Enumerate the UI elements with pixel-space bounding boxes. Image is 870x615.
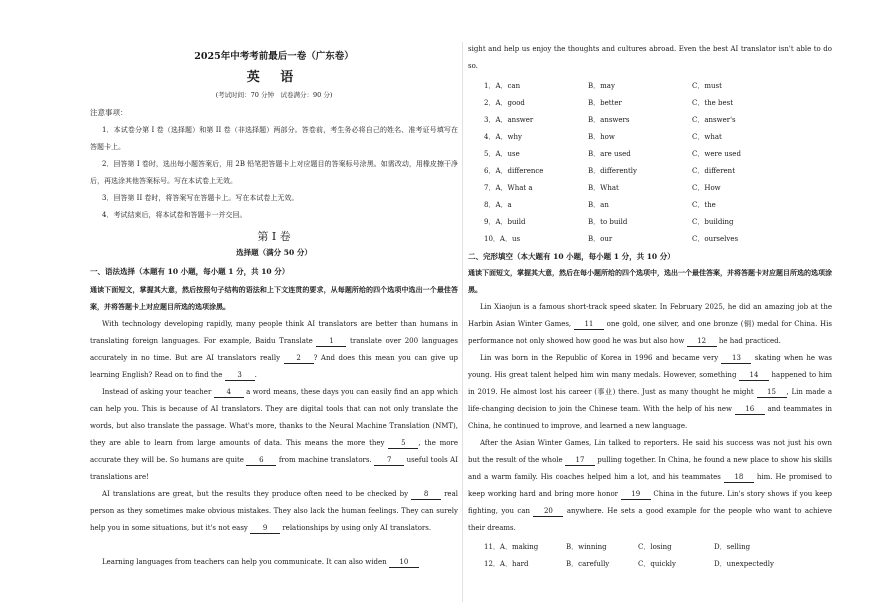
option-row-9[interactable]	[478, 217, 818, 229]
option-4a[interactable]: 4．A．why	[484, 133, 522, 141]
option-row-2[interactable]	[478, 98, 818, 110]
passage2-paragraph-1: Lin Xiaojun is a famous short-track speed skater. In February 2025, he did an amazing job at the Harbin Asian Winter Games, 11 one gold, one silver, and one bronze (铜) medal for China. His performance not only showed how good he was but also how 12 he had practiced.	[468, 303, 832, 345]
option-row-11[interactable]	[478, 542, 818, 554]
option-10b[interactable]: B．our	[588, 235, 613, 243]
option-row-3[interactable]	[478, 115, 818, 127]
option-1c[interactable]: C．must	[692, 82, 722, 90]
option-6a[interactable]: 6．A．difference	[484, 167, 544, 175]
part-title: 第 I 卷	[257, 230, 291, 243]
option-3b[interactable]: B．answers	[588, 116, 630, 124]
option-7c[interactable]: C．How	[692, 184, 721, 192]
exam-subject: 英 语	[246, 70, 302, 85]
option-row-10[interactable]	[478, 234, 818, 246]
option-8c[interactable]: C．the	[692, 201, 716, 209]
option-row-7[interactable]	[478, 183, 818, 195]
option-5b[interactable]: B．are used	[588, 150, 631, 158]
option-11a[interactable]: 11．A．making	[484, 543, 539, 551]
passage1-paragraph-2: Instead of asking your teacher 4 a word means, these days you can easily find an app which can help you. This is because of AI translators. They are digital tools that can not only translate the words, but also translate the passage. What's more, thanks to the Neural Machine Translation (NMT), they are able to learn from large amounts of data. This means the more they 5 , the more accurate they will be. So humans are quite 6 from machine translators. 7 useful tools AI translations are!	[90, 388, 458, 481]
option-1b[interactable]: B．may	[588, 82, 615, 90]
blank-9[interactable]: 9	[250, 523, 280, 534]
option-2c[interactable]: C．the best	[692, 99, 734, 107]
option-7b[interactable]: B．What	[588, 184, 619, 192]
blank-11[interactable]: 11	[574, 319, 604, 330]
left-column	[90, 0, 458, 615]
option-row-1[interactable]	[478, 81, 818, 93]
blank-13[interactable]: 13	[721, 353, 751, 364]
option-10c[interactable]: C．ourselves	[692, 235, 739, 243]
blank-10[interactable]: 10	[389, 557, 419, 568]
option-3a[interactable]: 3．A．answer	[484, 116, 534, 124]
blank-1[interactable]: 1	[316, 336, 346, 347]
passage2-paragraph-2: Lin was born in the Republic of Korea in 1996 and became very 13 skating when he was young. His great talent helped him win many medals. However, something 14 happened to him in 2019. He almost lost his career (事业) there. Just as many thought he might 15 , Lin made a life-changing decision to join the Chinese team. With the help of his new 16 and teammates in China, he continued to improve, and learned a new language.	[468, 354, 832, 430]
option-5a[interactable]: 5．A．use	[484, 150, 520, 158]
option-12d[interactable]: D．unexpectedly	[714, 560, 774, 568]
option-11d[interactable]: D．selling	[714, 543, 751, 551]
notice-item-2: 2．回答第 I 卷时，选出每小题答案后，用 2B 铅笔把答题卡上对应题目的答案标号涂黑。如需改动，用橡皮擦干净后，再选涂其他答案标号。写在本试卷上无效。	[90, 160, 458, 185]
column-divider	[462, 42, 463, 602]
option-11c[interactable]: C．losing	[638, 543, 672, 551]
option-2b[interactable]: B．better	[588, 99, 622, 107]
option-12a[interactable]: 12．A．hard	[484, 560, 529, 568]
option-row-6[interactable]	[478, 166, 818, 178]
passage1-paragraph-4-start: Learning languages from teachers can help you communicate. It can also widen 10	[90, 554, 458, 571]
option-1a[interactable]: 1．A．can	[484, 82, 521, 90]
option-10a[interactable]: 10．A．us	[484, 235, 521, 243]
blank-8[interactable]: 8	[411, 489, 441, 500]
passage1-paragraph-3: AI translations are great, but the results they produce often need to be checked by 8 real person as they sometimes make obvious mistakes. They also lack the human feelings. They can surely help you in some situations, but it's not easy 9 relationships by using only AI translators.	[90, 490, 458, 532]
blank-16[interactable]: 16	[735, 404, 765, 415]
option-row-12[interactable]	[478, 559, 818, 571]
blank-6[interactable]: 6	[246, 455, 276, 466]
blank-3[interactable]: 3	[225, 370, 255, 381]
part-subtitle: 选择题（满分 50 分）	[236, 248, 312, 257]
section1-title: 一、语法选择（本题有 10 小题，每小题 1 分，共 10 分）	[90, 267, 290, 276]
blank-4[interactable]: 4	[214, 387, 244, 398]
option-9b[interactable]: B．to build	[588, 218, 628, 226]
option-11b[interactable]: B．winning	[566, 543, 607, 551]
option-7a[interactable]: 7．A．What a	[484, 184, 533, 192]
section1-instruction: 通读下面短文，掌握其大意，然后按照句子结构的语法和上下文连贯的要求，从每题所给的四个选项中选出一个最佳答案，并将答题卡上对应题目所选的选项涂黑。	[90, 285, 458, 311]
blank-7[interactable]: 7	[374, 455, 404, 466]
blank-5[interactable]: 5	[388, 438, 418, 449]
section2-instruction: 通读下面短文，掌握其大意，然后在每小题所给的四个选项中，选出一个最佳答案，并将答题卡对应题目所选的选项涂黑。	[468, 268, 832, 294]
option-6b[interactable]: B．differently	[588, 167, 637, 175]
option-8a[interactable]: 8．A．a	[484, 201, 512, 209]
blank-20[interactable]: 20	[533, 506, 563, 517]
blank-19[interactable]: 19	[621, 489, 651, 500]
notice-item-1: 1．本试卷分第 I 卷（选择题）和第 II 卷（非选择题）两部分。答卷前，考生务必将自己的姓名、准考证号填写在答题卡上。	[90, 126, 458, 151]
blank-12[interactable]: 12	[687, 336, 717, 347]
option-2a[interactable]: 2．A．good	[484, 99, 525, 107]
notice-item-4: 4．考试结束后，将本试卷和答题卡一并交回。	[102, 211, 247, 219]
exam-info: (考试时间：70 分钟 试卷满分：90 分)	[215, 91, 333, 99]
exam-title: 2025年中考考前最后一卷（广东卷）	[194, 51, 354, 62]
right-column	[468, 0, 832, 615]
option-4c[interactable]: C．what	[692, 133, 722, 141]
passage2-paragraph-3: After the Asian Winter Games, Lin talked to reporters. He said his success was not just his own but the result of the whole 17 pulling together. In China, he found a new place to show his skills and a warm family. His coaches helped him a lot, and his teammates 18 him. He promised to keep working hard and bring more honor 19 China in the future. Lin's story shows if you keep fighting, you can 20 anywhere. He sets a good example for the people who want to achieve their dreams.	[468, 439, 832, 532]
blank-18[interactable]: 18	[724, 472, 754, 483]
option-12c[interactable]: C．quickly	[638, 560, 676, 568]
blank-17[interactable]: 17	[565, 455, 595, 466]
blank-15[interactable]: 15	[757, 387, 787, 398]
option-12b[interactable]: B．carefully	[566, 560, 610, 568]
blank-2[interactable]: 2	[284, 353, 314, 364]
option-5c[interactable]: C．were used	[692, 150, 741, 158]
option-3c[interactable]: C．answer's	[692, 116, 736, 124]
option-row-4[interactable]	[478, 132, 818, 144]
option-9a[interactable]: 9．A．build	[484, 218, 526, 226]
passage1-paragraph-1: With technology developing rapidly, many people think AI translators are better than humans in translating foreign languages. For example, Baidu Translate 1 translate over 200 languages accurately in no time. But are AI translators really 2 ? And does this mean you can give up learning English? Read on to find the 3 .	[90, 320, 458, 379]
option-row-5[interactable]	[478, 149, 818, 161]
notice-item-3: 3．回答第 II 卷时，将答案写在答题卡上。写在本试卷上无效。	[102, 194, 299, 202]
blank-14[interactable]: 14	[739, 370, 769, 381]
notice-title: 注意事项：	[90, 108, 128, 117]
option-8b[interactable]: B．an	[588, 201, 609, 209]
section2-title: 二、完形填空（本大题有 10 小题，每小题 1 分，共 10 分）	[468, 252, 675, 261]
passage1-paragraph-4-end: sight and help us enjoy the thoughts and cultures abroad. Even the best AI translator isn't able to do so.	[468, 45, 832, 70]
option-9c[interactable]: C．building	[692, 218, 734, 226]
option-row-8[interactable]	[478, 200, 818, 212]
option-4b[interactable]: B．how	[588, 133, 615, 141]
option-6c[interactable]: C．different	[692, 167, 736, 175]
